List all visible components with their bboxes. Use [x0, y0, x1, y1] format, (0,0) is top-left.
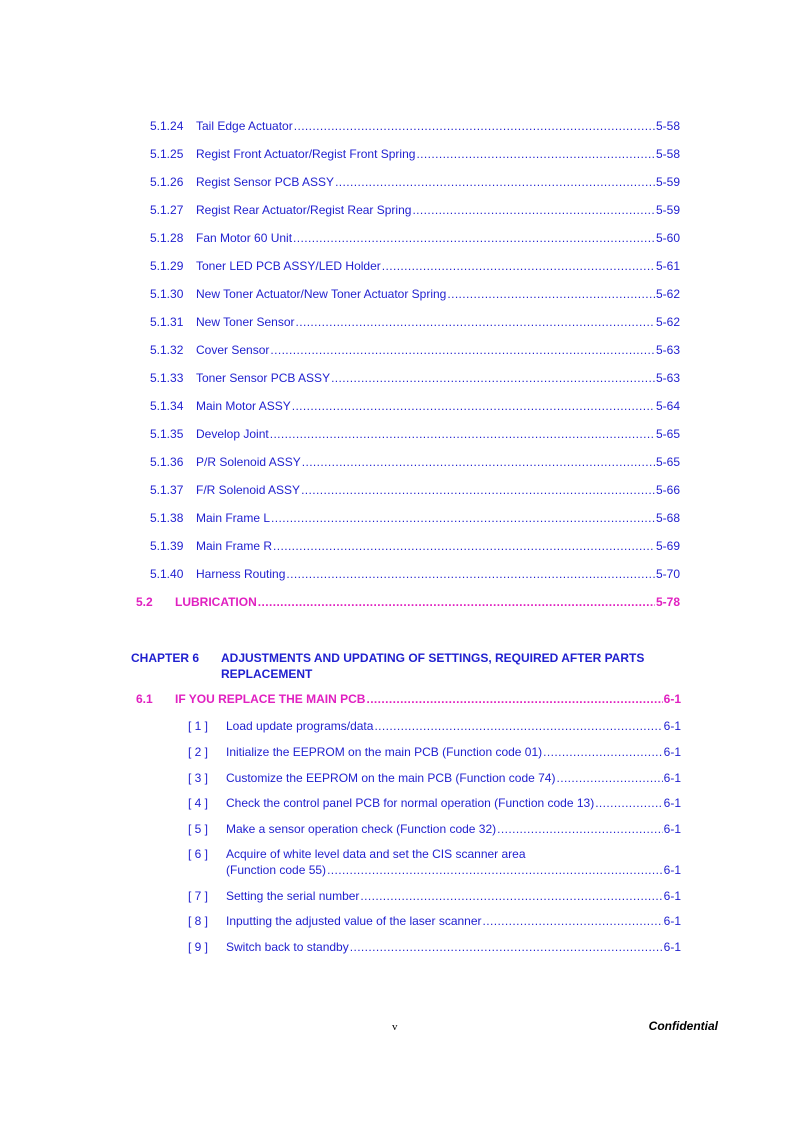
- entry-page: 5-62: [655, 287, 680, 301]
- section-page: 5-78: [655, 595, 680, 609]
- toc-entry-5-1-35[interactable]: [150, 427, 680, 442]
- section-title: LUBRICATION: [175, 595, 257, 609]
- leader-dots: [270, 427, 655, 442]
- toc-section-5-2[interactable]: [136, 595, 680, 610]
- entry-page: 5-61: [655, 259, 680, 273]
- toc-entry-5-1-36[interactable]: [150, 455, 680, 470]
- entry-page: 5-69: [655, 539, 680, 553]
- item-title: Switch back to standby: [226, 940, 349, 954]
- section-number: 5.2: [136, 595, 153, 609]
- leader-dots: [270, 343, 655, 358]
- leader-dots: [382, 259, 655, 274]
- toc-entry-5-1-30[interactable]: [150, 287, 680, 302]
- entry-page: 5-70: [655, 567, 680, 581]
- leader-dots: [296, 315, 655, 330]
- item-title: Inputting the adjusted value of the laser scanner: [226, 914, 482, 928]
- entry-title: Toner Sensor PCB ASSY: [196, 371, 331, 385]
- section-page: 6-1: [663, 692, 681, 706]
- chapter-title: [221, 650, 701, 682]
- entry-page: 5-63: [655, 371, 680, 385]
- toc-entry-5-1-25[interactable]: [150, 147, 680, 162]
- section-number: 6.1: [136, 692, 153, 706]
- toc-entry-5-1-39[interactable]: [150, 539, 680, 554]
- entry-title: Harness Routing: [196, 567, 286, 581]
- entry-number: 5.1.28: [150, 231, 184, 245]
- entry-page: 5-62: [655, 315, 680, 329]
- entry-number: 5.1.25: [150, 147, 184, 161]
- entry-number: 5.1.39: [150, 539, 184, 553]
- leader-dots: [556, 771, 662, 786]
- toc-entry-5-1-38[interactable]: [150, 511, 680, 526]
- leader-dots: [360, 889, 662, 904]
- item-number: [ 8 ]: [188, 914, 209, 928]
- item-page: 6-1: [663, 863, 681, 877]
- item-number: [ 4 ]: [188, 796, 209, 810]
- entry-title: Main Frame L: [196, 511, 271, 525]
- entry-number: 5.1.29: [150, 259, 184, 273]
- entry-title: Tail Edge Actuator: [196, 119, 293, 133]
- item-number: [ 3 ]: [188, 771, 209, 785]
- section-title: IF YOU REPLACE THE MAIN PCB: [175, 692, 366, 706]
- entry-title: Regist Sensor PCB ASSY: [196, 175, 335, 189]
- entry-title: New Toner Sensor: [196, 315, 295, 329]
- entry-page: 5-59: [655, 203, 680, 217]
- entry-number: 5.1.40: [150, 567, 184, 581]
- entry-page: 5-60: [655, 231, 680, 245]
- toc-entry-5-1-33[interactable]: [150, 371, 680, 386]
- entry-number: 5.1.35: [150, 427, 184, 441]
- leader-dots: [595, 796, 662, 811]
- item-title: Make a sensor operation check (Function code 32): [226, 822, 497, 836]
- entry-page: 5-68: [655, 511, 680, 525]
- toc-entry-5-1-26[interactable]: [150, 175, 680, 190]
- entry-title: Main Motor ASSY: [196, 399, 291, 413]
- item-page: 6-1: [663, 889, 681, 903]
- toc-item-5[interactable]: [188, 822, 681, 837]
- leader-dots: [412, 203, 655, 218]
- entry-number: 5.1.37: [150, 483, 184, 497]
- leader-dots: [292, 399, 655, 414]
- entry-title: Fan Motor 60 Unit: [196, 231, 293, 245]
- leader-dots: [258, 595, 655, 610]
- item-title-line2: (Function code 55): [226, 863, 327, 877]
- page-number: v: [392, 1021, 398, 1033]
- toc-item-1[interactable]: [188, 719, 681, 734]
- leader-dots: [273, 539, 655, 554]
- entry-title: Regist Front Actuator/Regist Front Spring: [196, 147, 416, 161]
- entry-title: Develop Joint: [196, 427, 269, 441]
- entry-page: 5-58: [655, 147, 680, 161]
- entry-number: 5.1.32: [150, 343, 184, 357]
- leader-dots: [302, 455, 655, 470]
- chapter-title-line1: ADJUSTMENTS AND UPDATING OF SETTINGS, REQUIRED AFTER PARTS: [221, 651, 645, 665]
- entry-number: 5.1.24: [150, 119, 184, 133]
- leader-dots: [293, 231, 655, 246]
- confidential-label: Confidential: [648, 1019, 718, 1033]
- entry-number: 5.1.30: [150, 287, 184, 301]
- entry-title: Regist Rear Actuator/Regist Rear Spring: [196, 203, 412, 217]
- item-page: 6-1: [663, 940, 681, 954]
- item-page: 6-1: [663, 719, 681, 733]
- leader-dots: [416, 147, 655, 162]
- item-page: 6-1: [663, 796, 681, 810]
- entry-page: 5-64: [655, 399, 680, 413]
- item-page: 6-1: [663, 771, 681, 785]
- toc-item-2[interactable]: [188, 745, 681, 760]
- entry-number: 5.1.38: [150, 511, 184, 525]
- entry-number: 5.1.26: [150, 175, 184, 189]
- toc-entry-5-1-34[interactable]: [150, 399, 680, 414]
- leader-dots: [350, 940, 663, 955]
- item-title: Customize the EEPROM on the main PCB (Function code 74): [226, 771, 556, 785]
- item-title: Load update programs/data: [226, 719, 374, 733]
- entry-title: Toner LED PCB ASSY/LED Holder: [196, 259, 381, 273]
- item-title-line1: Acquire of white level data and set the CIS scanner area: [226, 847, 526, 861]
- toc-entry-5-1-27[interactable]: [150, 203, 680, 218]
- toc-entry-5-1-29[interactable]: [150, 259, 680, 274]
- toc-entry-5-1-40[interactable]: [150, 567, 680, 582]
- leader-dots: [331, 371, 655, 386]
- entry-number: 5.1.31: [150, 315, 184, 329]
- entry-page: 5-65: [655, 427, 680, 441]
- leader-dots: [543, 745, 663, 760]
- entry-title: Main Frame R: [196, 539, 273, 553]
- entry-page: 5-59: [655, 175, 680, 189]
- item-number: [ 6 ]: [188, 847, 209, 861]
- toc-item-7[interactable]: [188, 889, 681, 904]
- toc-item-6[interactable]: [188, 846, 681, 878]
- item-title: Check the control panel PCB for normal operation (Function code 13): [226, 796, 595, 810]
- leader-dots: [286, 567, 655, 582]
- toc-entry-5-1-32[interactable]: [150, 343, 680, 358]
- leader-dots: [497, 822, 663, 837]
- entry-number: 5.1.33: [150, 371, 184, 385]
- entry-page: 5-63: [655, 343, 680, 357]
- toc-entry-5-1-37[interactable]: [150, 483, 680, 498]
- item-page: 6-1: [663, 745, 681, 759]
- item-number: [ 1 ]: [188, 719, 209, 733]
- entry-number: 5.1.34: [150, 399, 184, 413]
- item-number: [ 7 ]: [188, 889, 209, 903]
- toc-entry-5-1-24[interactable]: [150, 119, 680, 134]
- toc-item-4[interactable]: [188, 796, 681, 811]
- toc-entry-5-1-28[interactable]: [150, 231, 680, 246]
- chapter-title-line2: REPLACEMENT: [221, 667, 313, 681]
- entry-title: P/R Solenoid ASSY: [196, 455, 301, 469]
- leader-dots: [271, 511, 655, 526]
- leader-dots: [447, 287, 655, 302]
- entry-page: 5-65: [655, 455, 680, 469]
- item-row: [188, 846, 681, 862]
- toc-entry-5-1-31[interactable]: [150, 315, 680, 330]
- leader-dots: [374, 719, 662, 734]
- toc-item-9[interactable]: [188, 940, 681, 955]
- leader-dots: [483, 914, 663, 929]
- leader-dots: [335, 175, 655, 190]
- entry-number: 5.1.36: [150, 455, 184, 469]
- leader-dots: [327, 862, 663, 878]
- chapter-6-heading[interactable]: [131, 650, 701, 682]
- item-row: [188, 862, 681, 878]
- toc-item-3[interactable]: [188, 771, 681, 786]
- entry-number: 5.1.27: [150, 203, 184, 217]
- toc-item-8[interactable]: [188, 914, 681, 929]
- entry-title: Cover Sensor: [196, 343, 270, 357]
- entry-page: 5-66: [655, 483, 680, 497]
- toc-section-6-1[interactable]: [136, 692, 681, 707]
- chapter-number: CHAPTER 6: [131, 651, 200, 665]
- item-title: Setting the serial number: [226, 889, 360, 903]
- leader-dots: [294, 119, 655, 134]
- item-page: 6-1: [663, 822, 681, 836]
- item-number: [ 2 ]: [188, 745, 209, 759]
- entry-title: F/R Solenoid ASSY: [196, 483, 301, 497]
- entry-page: 5-58: [655, 119, 680, 133]
- entry-title: New Toner Actuator/New Toner Actuator Spring: [196, 287, 447, 301]
- item-number: [ 9 ]: [188, 940, 209, 954]
- item-number: [ 5 ]: [188, 822, 209, 836]
- item-page: 6-1: [663, 914, 681, 928]
- item-title: Initialize the EEPROM on the main PCB (Function code 01): [226, 745, 543, 759]
- leader-dots: [366, 692, 662, 707]
- leader-dots: [301, 483, 655, 498]
